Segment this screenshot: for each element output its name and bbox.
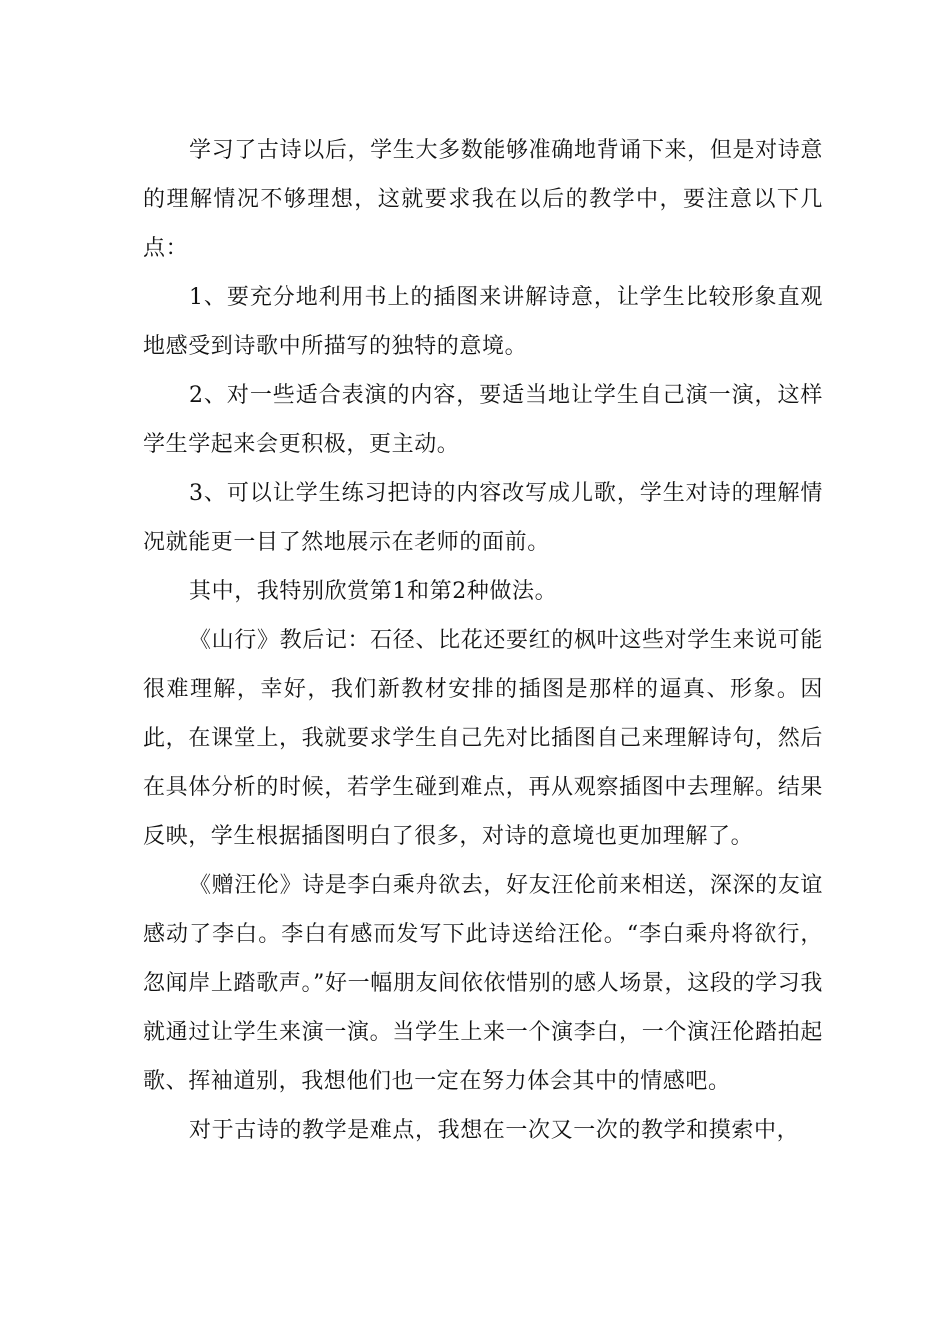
paragraph-point-1: 1、要充分地利用书上的插图来讲解诗意，让学生比较形象直观地感受到诗歌中所描写的独特的意境。	[143, 285, 823, 359]
paragraph-point-2: 2、对一些适合表演的内容，要适当地让学生自己演一演，这样学生学起来会更积极，更主动。	[143, 383, 823, 457]
paragraph-conclusion: 对于古诗的教学是难点，我想在一次又一次的教学和摸索中，	[189, 1118, 800, 1143]
paragraph-intro: 学习了古诗以后，学生大多数能够准确地背诵下来，但是对诗意的理解情况不够理想，这就要求我在以后的教学中，要注意以下几点：	[143, 138, 823, 261]
paragraph-point-3: 3、可以让学生练习把诗的内容改写成儿歌，学生对诗的理解情况就能更一目了然地展示在老师的面前。	[143, 481, 823, 555]
paragraph-shanxing: 《山行》教后记：石径、比花还要红的枫叶这些对学生来说可能很难理解，幸好，我们新教材安排的插图是那样的逼真、形象。因此，在课堂上，我就要求学生自己先对比插图自己来理解诗句，然后在具体分析的时候，若学生碰到难点，再从观察插图中去理解。结果反映，学生根据插图明白了很多，对诗的意境也更加理解了。	[143, 628, 823, 849]
document-body	[143, 126, 823, 1155]
paragraph-zengwanglun: 《赠汪伦》诗是李白乘舟欲去，好友汪伦前来相送，深深的友谊感动了李白。李白有感而发写下此诗送给汪伦。“李白乘舟将欲行，忽闻岸上踏歌声。”好一幅朋友间依依惜别的感人场景，这段的学习我就通过让学生来演一演。当学生上来一个演李白，一个演汪伦踏拍起歌、挥袖道别，我想他们也一定在努力体会其中的情感吧。	[143, 873, 823, 1094]
paragraph-preference: 其中，我特别欣赏第1和第2种做法。	[189, 579, 558, 604]
